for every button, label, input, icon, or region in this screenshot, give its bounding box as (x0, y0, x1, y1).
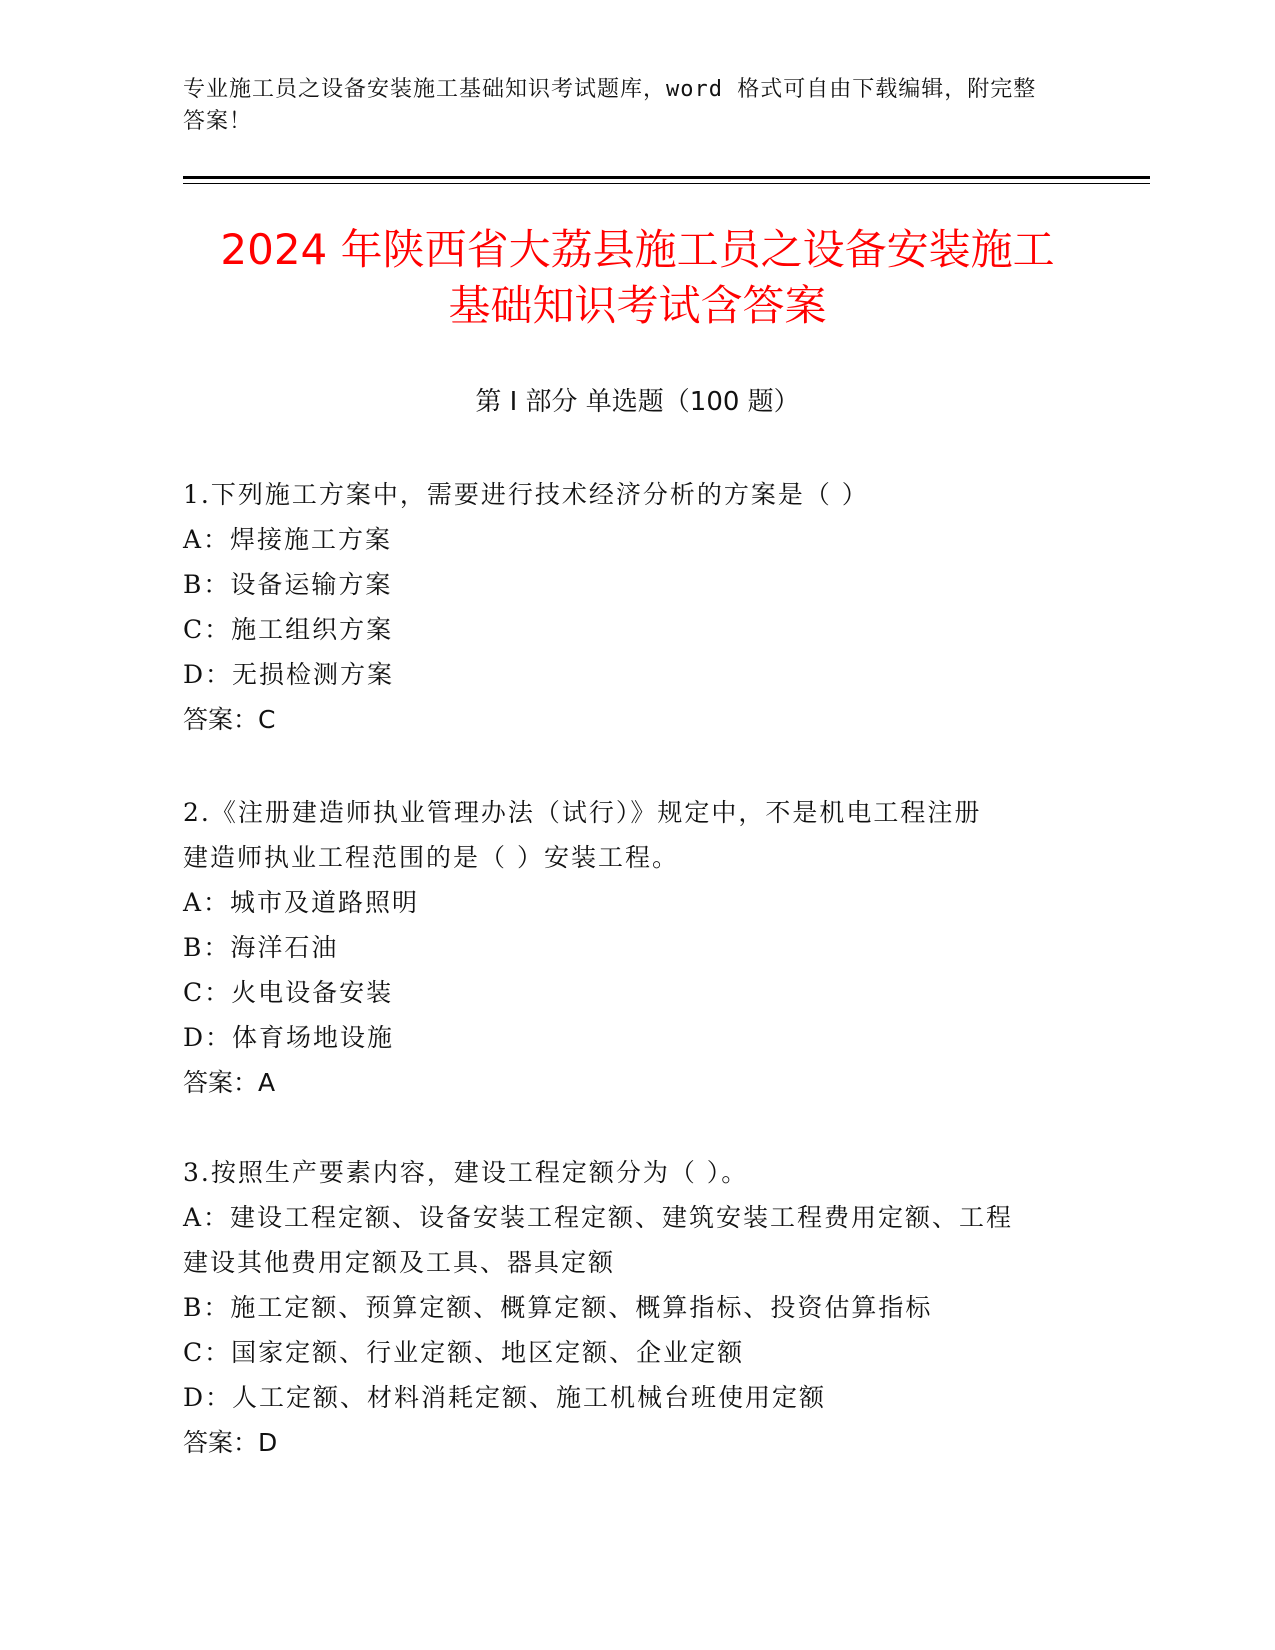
header-rule-thick (183, 176, 1150, 179)
option-b: B：施工定额、预算定额、概算定额、概算指标、投资估算指标 (183, 1293, 933, 1322)
question-1 (183, 472, 1063, 742)
option-b: B：海洋石油 (183, 933, 339, 962)
option-c: C：施工组织方案 (183, 615, 394, 644)
option-a: A：焊接施工方案 (183, 525, 393, 554)
answer: 答案：C (183, 705, 276, 734)
title-line-1: 2024 年陕西省大荔县施工员之设备安装施工 (220, 225, 1055, 274)
option-d: D：人工定额、材料消耗定额、施工机械台班使用定额 (183, 1383, 827, 1412)
header-rule-thin (183, 183, 1150, 184)
option-d: D：无损检测方案 (183, 660, 395, 689)
answer: 答案：A (183, 1068, 276, 1097)
option-a: A：城市及道路照明 (183, 888, 420, 917)
question-2 (183, 790, 1063, 1105)
option-a-line-1: A：建设工程定额、设备安装工程定额、建筑安装工程费用定额、工程 (183, 1203, 1014, 1232)
option-d: D：体育场地设施 (183, 1023, 395, 1052)
option-c: C：火电设备安装 (183, 978, 394, 1007)
question-stem-line-1: 2.《注册建造师执业管理办法（试行）》规定中，不是机电工程注册 (183, 798, 982, 827)
section-title: 第 I 部分 单选题（100 题） (475, 387, 800, 417)
question-stem: 1.下列施工方案中，需要进行技术经济分析的方案是（ ） (183, 480, 869, 509)
question-stem: 3.按照生产要素内容，建设工程定额分为（ ）。 (183, 1158, 749, 1187)
option-c: C：国家定额、行业定额、地区定额、企业定额 (183, 1338, 745, 1367)
page-title (150, 222, 1125, 334)
answer: 答案：D (183, 1428, 278, 1457)
option-b: B：设备运输方案 (183, 570, 393, 599)
title-line-2: 基础知识考试含答案 (448, 281, 827, 330)
option-a-line-2: 建设其他费用定额及工具、器具定额 (183, 1248, 616, 1277)
question-stem-line-2: 建造师执业工程范围的是（ ）安装工程。 (183, 843, 679, 872)
question-3 (183, 1150, 1063, 1465)
header-note: 专业施工员之设备安装施工基础知识考试题库，word 格式可自由下载编辑，附完整答案！ (183, 77, 1037, 134)
